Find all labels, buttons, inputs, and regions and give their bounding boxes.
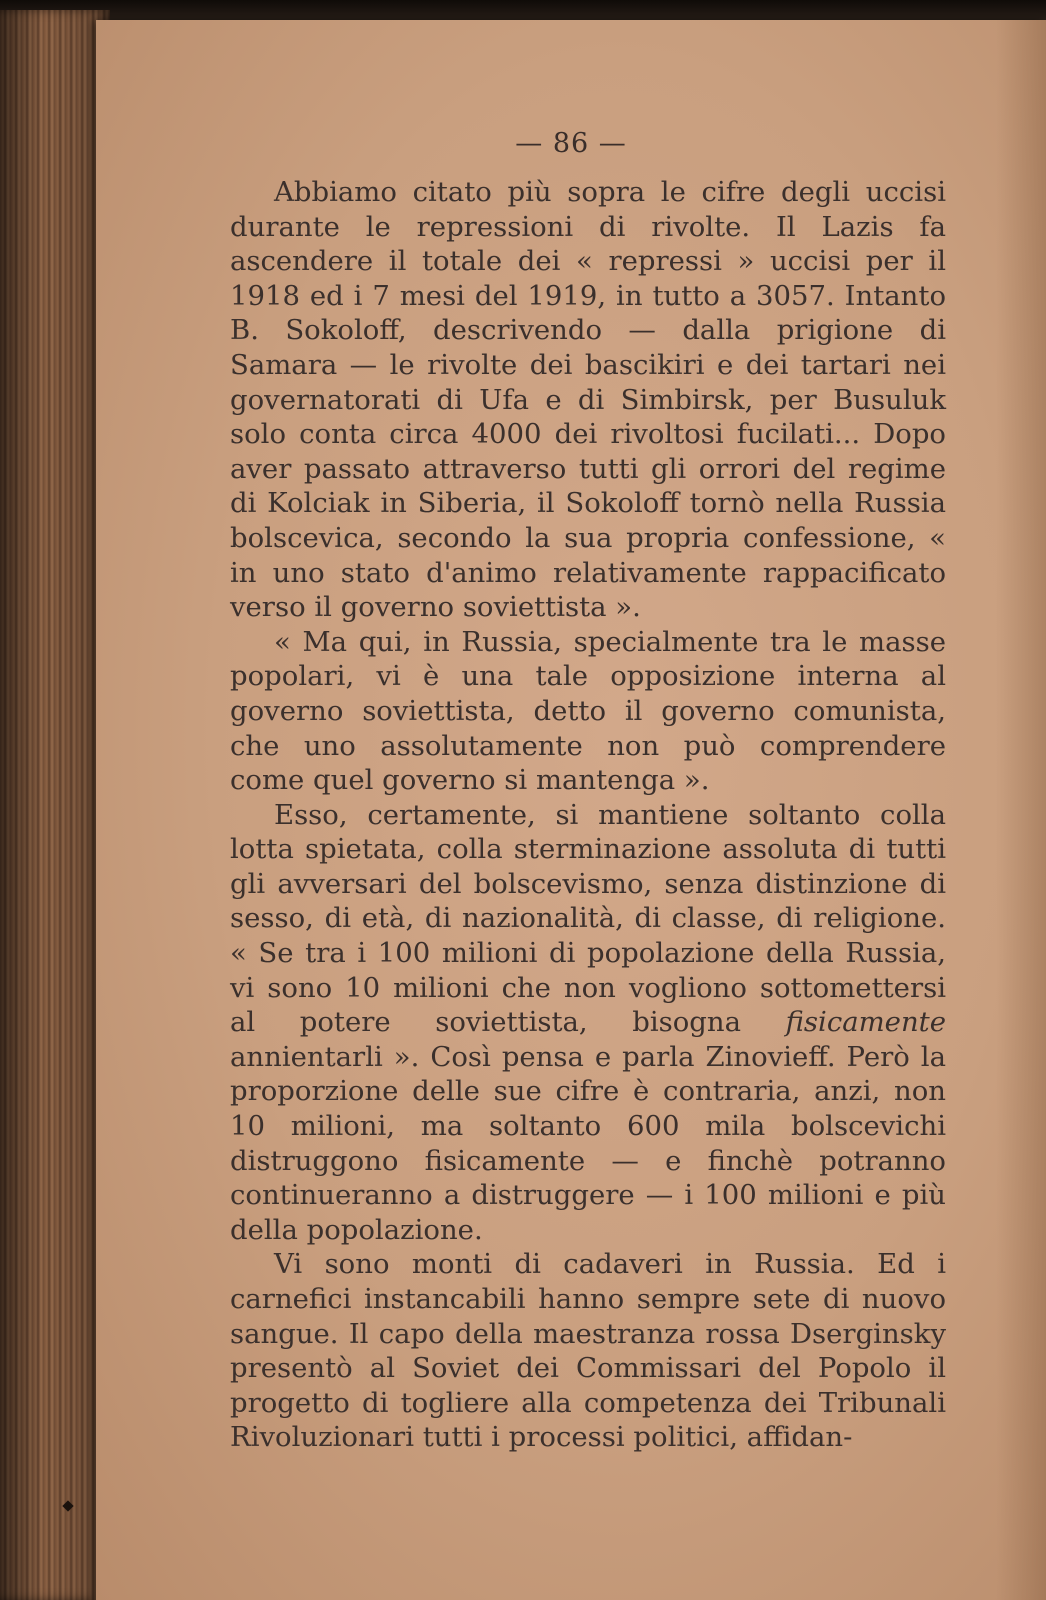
paragraph-2: « Ma qui, in Russia, specialmente tra le masse popolari, vi è una tale opposizione interna al governo soviettista, detto il governo comunista, che uno assolutamente non può comprendere come quel governo si mantenga ».	[230, 625, 946, 797]
paragraph-1: Abbiamo citato più sopra le cifre degli uccisi durante le repressioni di rivolte. Il Lazis fa ascendere il totale dei « repressi » uccisi per il 1918 ed i 7 mesi del 1919, in tutto a 3057. Intanto B. Sokoloff, descrivendo — dalla prigione di Samara — le rivolte dei bascikiri e dei tartari nei governatorati di Ufa e di Simbirsk, per Busuluk solo conta circa 4000 dei rivoltosi fucilati... Dopo aver passato attraverso tutti gli orrori del regime di Kolciak in Siberia, il Sokoloff tornò nella Russia bolscevica, secondo la sua propria confessione, « in uno stato d'animo relativamente rappacificato verso il governo soviettista ».	[230, 176, 946, 624]
emphasis-word: fisicamente	[785, 1006, 946, 1039]
page-stack-edge	[0, 10, 110, 1600]
paragraph-3: Esso, certamente, si mantiene soltanto colla lotta spietata, colla sterminazione assoluta di tutti gli avversari del bolscevismo, senza distinzione di sesso, di età, di nazionalità, di classe, di religione. « Se tra i 100 milioni di popolazione della Russia, vi sono 10 milioni che non vogliono sottomettersi al potere soviettista, bisogna fisicamente annientarli ». Così pensa e parla Zinovieff. Però la proporzione delle sue cifre è contraria, anzi, non 10 milioni, ma soltanto 600 mila bolscevichi distruggono fisicamente — e finchè potranno continueranno a distruggere — i 100 milioni e più della popolazione.	[230, 798, 946, 1246]
page-number: — 86 —	[515, 128, 627, 159]
paragraph-4: Vi sono monti di cadaveri in Russia. Ed i carnefici instancabili hanno sempre sete di nuovo sangue. Il capo della maestranza rossa Dserginsky presentò al Soviet dei Commissari del Popolo il progetto di togliere alla competenza dei Tribunali Rivoluzionari tutti i processi politici, affidan-	[230, 1248, 946, 1454]
book-page	[96, 20, 1046, 1600]
book-top-edge	[0, 0, 1046, 22]
page-text	[230, 175, 946, 1455]
